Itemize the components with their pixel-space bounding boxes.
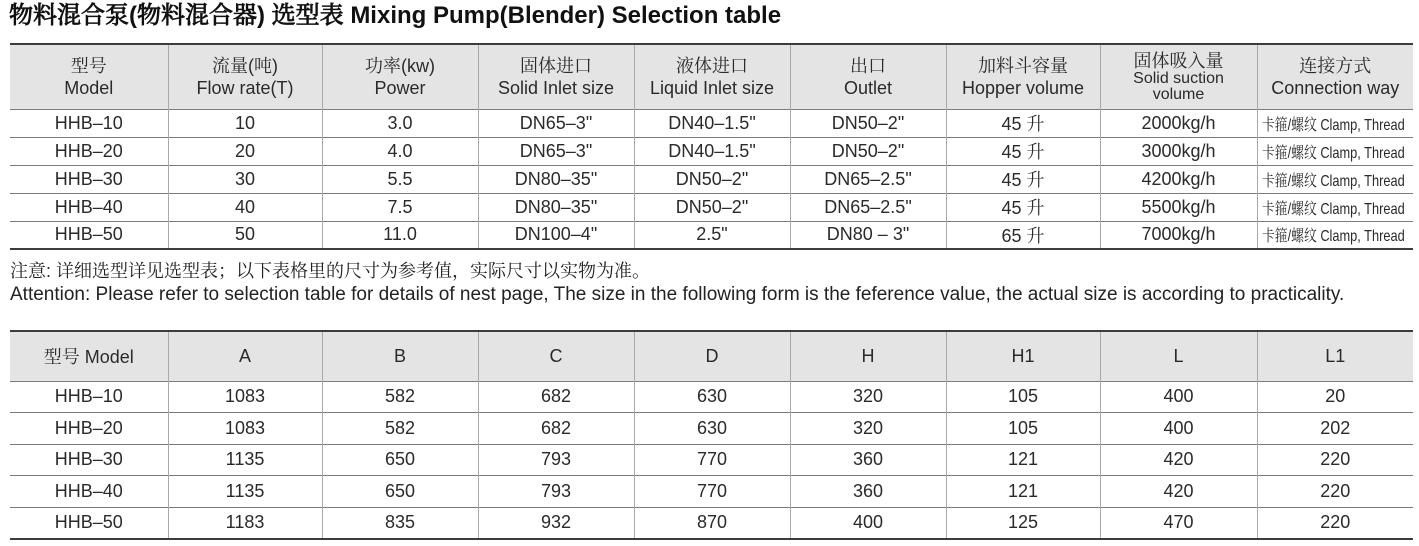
connection-text: 卡箍/螺纹 Clamp, Thread <box>1261 116 1405 134</box>
table-row <box>10 381 1413 413</box>
dim-c-cell: 932 <box>478 507 634 539</box>
dim-h1-cell: 125 <box>946 507 1100 539</box>
liquid-inlet-cell: DN40–1.5" <box>634 137 790 165</box>
header-dim-l1: L1 <box>1257 331 1413 381</box>
flow-rate-cell: 50 <box>168 221 322 249</box>
model-cell: HHB–40 <box>10 476 168 508</box>
model-cell: HHB–10 <box>10 381 168 413</box>
hopper-volume-cell: 65 升 <box>946 221 1100 249</box>
header-flow-rate <box>168 44 322 109</box>
outlet-cell: DN50–2" <box>790 109 946 137</box>
table-row <box>10 413 1413 445</box>
dim-h-cell: 360 <box>790 444 946 476</box>
solid-suction-cell: 3000kg/h <box>1100 137 1257 165</box>
outlet-cell: DN80 – 3" <box>790 221 946 249</box>
liquid-inlet-cell: 2.5" <box>634 221 790 249</box>
header-model: 型号 Model <box>10 331 168 381</box>
dim-l1-cell: 220 <box>1257 476 1413 508</box>
outlet-cell: DN65–2.5" <box>790 193 946 221</box>
header-hopper-volume <box>946 44 1100 109</box>
liquid-inlet-cell: DN50–2" <box>634 193 790 221</box>
header-hopper-volume-en: Hopper volume <box>961 77 1085 98</box>
dim-l-cell: 420 <box>1100 476 1257 508</box>
table-row <box>10 193 1413 221</box>
header-connection-en: Connection way <box>1271 77 1400 98</box>
dim-d-cell: 770 <box>634 476 790 508</box>
model-cell: HHB–30 <box>10 165 168 193</box>
model-cell: HHB–10 <box>10 109 168 137</box>
table-row <box>10 109 1413 137</box>
header-model-en: Model <box>64 77 114 98</box>
header-power-cn: 功率(kw) <box>365 55 435 76</box>
solid-suction-cell: 4200kg/h <box>1100 165 1257 193</box>
solid-inlet-cell: DN80–35" <box>478 193 634 221</box>
connection-cell <box>1257 109 1413 137</box>
header-hopper-volume-cn: 加料斗容量 <box>978 55 1068 76</box>
dim-d-cell: 770 <box>634 444 790 476</box>
dim-l1-cell: 20 <box>1257 381 1413 413</box>
note-en: Attention: Please refer to selection table for details of nest page, The size in the following form is the feference value, the actual size is according to practicality. <box>10 284 1345 305</box>
header-row <box>10 44 1413 109</box>
connection-cell <box>1257 193 1413 221</box>
dim-l1-cell: 202 <box>1257 413 1413 445</box>
header-solid-inlet <box>478 44 634 109</box>
dim-d-cell: 630 <box>634 413 790 445</box>
connection-text: 卡箍/螺纹 Clamp, Thread <box>1261 200 1405 218</box>
dim-a-cell: 1083 <box>168 413 322 445</box>
flow-rate-cell: 30 <box>168 165 322 193</box>
power-cell: 5.5 <box>322 165 478 193</box>
connection-cell <box>1257 165 1413 193</box>
power-cell: 11.0 <box>322 221 478 249</box>
connection-text: 卡箍/螺纹 Clamp, Thread <box>1261 144 1405 162</box>
hopper-volume-cell: 45 升 <box>946 193 1100 221</box>
solid-inlet-cell: DN65–3" <box>478 137 634 165</box>
liquid-inlet-cell: DN50–2" <box>634 165 790 193</box>
header-solid-suction <box>1100 44 1257 109</box>
header-liquid-inlet-en: Liquid Inlet size <box>649 77 775 98</box>
dim-l-cell: 400 <box>1100 381 1257 413</box>
connection-cell <box>1257 221 1413 249</box>
connection-text: 卡箍/螺纹 Clamp, Thread <box>1261 172 1405 190</box>
dim-c-cell: 793 <box>478 444 634 476</box>
dim-d-cell: 870 <box>634 507 790 539</box>
dim-l1-cell: 220 <box>1257 444 1413 476</box>
header-outlet <box>790 44 946 109</box>
table-row <box>10 221 1413 249</box>
header-flow-rate-en: Flow rate(T) <box>196 77 294 98</box>
dim-c-cell: 793 <box>478 476 634 508</box>
power-cell: 4.0 <box>322 137 478 165</box>
selection-table <box>10 43 1413 250</box>
solid-suction-cell: 2000kg/h <box>1100 109 1257 137</box>
outlet-cell: DN65–2.5" <box>790 165 946 193</box>
header-dim-h: H <box>790 331 946 381</box>
dim-d-cell: 630 <box>634 381 790 413</box>
table-row <box>10 444 1413 476</box>
dim-b-cell: 582 <box>322 381 478 413</box>
flow-rate-cell: 40 <box>168 193 322 221</box>
header-dim-b: B <box>322 331 478 381</box>
header-connection-cn: 连接方式 <box>1299 55 1372 76</box>
dim-c-cell: 682 <box>478 381 634 413</box>
dim-h-cell: 400 <box>790 507 946 539</box>
dim-b-cell: 582 <box>322 413 478 445</box>
dim-l-cell: 420 <box>1100 444 1257 476</box>
header-dim-d: D <box>634 331 790 381</box>
header-solid-suction-en: Solid suction volume <box>1133 69 1224 103</box>
header-dim-l: L <box>1100 331 1257 381</box>
power-cell: 7.5 <box>322 193 478 221</box>
dim-l1-cell: 220 <box>1257 507 1413 539</box>
solid-inlet-cell: DN100–4" <box>478 221 634 249</box>
dim-l-cell: 470 <box>1100 507 1257 539</box>
header-outlet-cn: 出口 <box>850 55 886 76</box>
header-power <box>322 44 478 109</box>
header-power-en: Power <box>374 77 426 98</box>
dim-h1-cell: 121 <box>946 476 1100 508</box>
power-cell: 3.0 <box>322 109 478 137</box>
solid-suction-cell: 5500kg/h <box>1100 193 1257 221</box>
header-model <box>10 44 168 109</box>
liquid-inlet-cell: DN40–1.5" <box>634 109 790 137</box>
header-solid-inlet-cn: 固体进口 <box>520 55 592 76</box>
connection-cell <box>1257 137 1413 165</box>
model-cell: HHB–50 <box>10 221 168 249</box>
dim-b-cell: 650 <box>322 476 478 508</box>
solid-suction-cell: 7000kg/h <box>1100 221 1257 249</box>
table-row <box>10 165 1413 193</box>
model-cell: HHB–30 <box>10 444 168 476</box>
note-cn: 注意: 详细选型详见选型表；以下表格里的尺寸为参考值，实际尺寸以实物为准。 <box>10 261 650 281</box>
header-model-cn: 型号 <box>70 55 107 76</box>
dim-h-cell: 360 <box>790 476 946 508</box>
model-cell: HHB–20 <box>10 137 168 165</box>
header-solid-inlet-en: Solid Inlet size <box>497 77 615 98</box>
dim-h1-cell: 121 <box>946 444 1100 476</box>
table-row <box>10 476 1413 508</box>
dimension-table <box>10 330 1413 540</box>
header-liquid-inlet-cn: 液体进口 <box>676 55 748 76</box>
header-dim-c: C <box>478 331 634 381</box>
flow-rate-cell: 20 <box>168 137 322 165</box>
dim-a-cell: 1083 <box>168 381 322 413</box>
model-cell: HHB–50 <box>10 507 168 539</box>
hopper-volume-cell: 45 升 <box>946 109 1100 137</box>
dim-l-cell: 400 <box>1100 413 1257 445</box>
dim-a-cell: 1135 <box>168 444 322 476</box>
header-dim-h1: H1 <box>946 331 1100 381</box>
table-row <box>10 507 1413 539</box>
header-connection <box>1257 44 1413 109</box>
dim-a-cell: 1183 <box>168 507 322 539</box>
dim-b-cell: 650 <box>322 444 478 476</box>
solid-inlet-cell: DN65–3" <box>478 109 634 137</box>
table-row <box>10 137 1413 165</box>
header-solid-suction-cn: 固体吸入量 <box>1133 50 1224 71</box>
header-flow-rate-cn: 流量(吨) <box>212 55 278 76</box>
dim-a-cell: 1135 <box>168 476 322 508</box>
dim-c-cell: 682 <box>478 413 634 445</box>
dim-h1-cell: 105 <box>946 413 1100 445</box>
hopper-volume-cell: 45 升 <box>946 137 1100 165</box>
model-cell: HHB–40 <box>10 193 168 221</box>
hopper-volume-cell: 45 升 <box>946 165 1100 193</box>
dim-h-cell: 320 <box>790 381 946 413</box>
dim-b-cell: 835 <box>322 507 478 539</box>
solid-inlet-cell: DN80–35" <box>478 165 634 193</box>
dim-h-cell: 320 <box>790 413 946 445</box>
outlet-cell: DN50–2" <box>790 137 946 165</box>
connection-text: 卡箍/螺纹 Clamp, Thread <box>1261 228 1405 246</box>
flow-rate-cell: 10 <box>168 109 322 137</box>
header-liquid-inlet <box>634 44 790 109</box>
header-row <box>10 331 1413 381</box>
dim-h1-cell: 105 <box>946 381 1100 413</box>
model-cell: HHB–20 <box>10 413 168 445</box>
page-title: 物料混合泵(物料混合器) 选型表 Mixing Pump(Blender) Selection table <box>9 2 782 29</box>
header-outlet-en: Outlet <box>843 77 893 98</box>
header-dim-a: A <box>168 331 322 381</box>
